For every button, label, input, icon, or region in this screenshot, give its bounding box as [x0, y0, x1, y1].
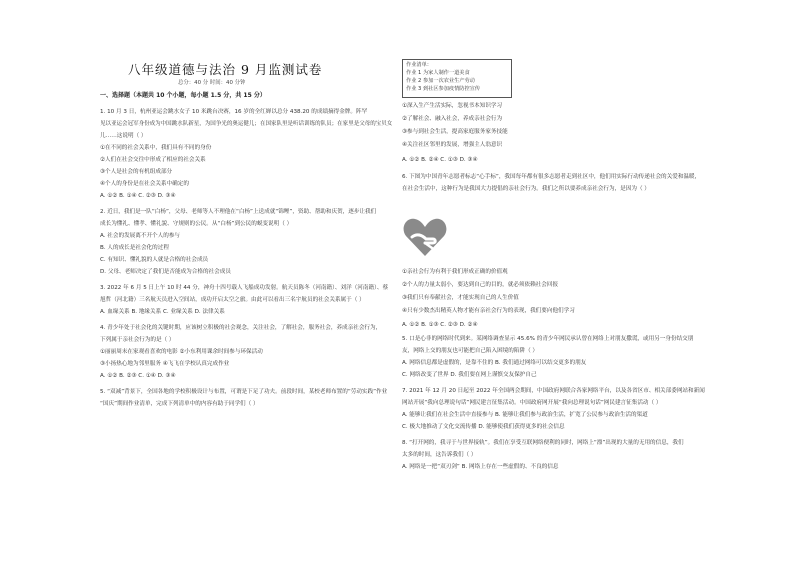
- question-text: 2. 近日，我们是一队“白杨”，父母、老师等人不理他在“白杨”上送成就“锦鲤”，资助、帮助和庆贺，逐步让我们: [100, 209, 377, 215]
- exam-info: 总分：40 分 时间：40 分钟: [178, 80, 246, 86]
- statement: ③参与到社会生活，提高家庭服务家务技能: [402, 129, 508, 135]
- question-text: 下列属于亲社会行为的是（ ）: [100, 337, 175, 343]
- statement: ①深入生产生活实际，忽视书本知识学习: [402, 103, 503, 109]
- page-title: 八年级道德与法治 9 月监测试卷: [128, 62, 323, 77]
- statement: ③小扬热心地为邻里服务 ④飞飞在学校认真完成作业: [100, 361, 230, 367]
- answer-options: A. 网络是一把“双刃剑” B. 网络上存在一些虚假的、不良的信息: [402, 464, 559, 470]
- volunteer-heart-hand-icon: [402, 214, 448, 260]
- answer-options: A. ①② B. ②④ C. ①③ D. ③④: [402, 157, 478, 163]
- question-text: 3. 2022 年 6 月 5 日上午 10 时 44 分，神舟十四号载人飞船成功发射。航天员陈冬（河南籍）、刘洋（河南籍）、蔡: [100, 285, 389, 291]
- statement: ②人们在社会交往中形成了相应的社会关系: [100, 157, 206, 163]
- answer-options: C. 网络改变了世界 D. 我们要在网上谨慎交友保护自己: [402, 372, 537, 378]
- homework-item: 作业 3 到社区参加疫情防控宣传: [406, 86, 481, 92]
- statement: ③我们只有奉献社会，才能实现自己的人生价值: [402, 295, 519, 301]
- answer-options: A. 能够让我们在社会生活中直接参与 B. 能够让我们参与政治生活，扩宽了公民参与政治生活的渠道: [402, 412, 648, 418]
- question-text: 见以亚运会冠军身份成为中国跳水队新星，为国争光的奥运健儿；在国家队里是听话训练的队员；在家里是父母的宝贝女: [100, 121, 393, 127]
- question-text: 网站开展“我向总理说句话”网民建言征集活动。中国政府网开展“我向总理说句话”网民建言征集活动（ ）: [402, 400, 662, 406]
- question-text: “国庆”期间作业清单，完成下列清单中的内容有助于同学们（ ）: [100, 401, 259, 407]
- statement: ①丽丽周末在家观看喜欢的电影 ②小东利用课余时间参与环保活动: [100, 349, 263, 355]
- question-text: 在社会生活中，这种行为是我国大力提倡的亲社会行为。我们之所以要养成亲社会行为，是因为（ ）: [402, 186, 650, 192]
- answer-options: A. 血缘关系 B. 地缘关系 C. 业缘关系 D. 法律关系: [100, 309, 225, 315]
- question-text: 4. 青少年处于社会化的关键时期，应该树立积极的社会观念，关注社会，了解社会，服务社会，养成亲社会行为，: [100, 325, 382, 331]
- answer-option: D. 父母、老师决定了我们是否能成为合格的社会成员: [100, 269, 231, 275]
- statement: ④关注社区邻里的发展，增强主人翁意识: [402, 142, 503, 148]
- question-text: 7. 2021 年 12 月 20 日起至 2022 年全国两会期间，中国政府网联合各家网络平台，以及各省区市、相关部委网站和新闻: [402, 388, 705, 394]
- homework-list-title: 作业清单：: [406, 62, 432, 68]
- answer-options: A. ①② B. ①④ C. ②③ D. ③④: [100, 193, 176, 199]
- answer-options: C. 极大地推动了文化交流传播 D. 能够使我们获得更多的社会信息: [402, 424, 565, 430]
- homework-list-box: [402, 59, 512, 98]
- statement: ①亲社会行为有利于我们形成正确的价值观: [402, 269, 508, 275]
- statement: ④只有少数杰出精英人物才能有亲社会行为的表现，我们要向他们学习: [402, 308, 575, 314]
- answer-option: C. 有知识、懂礼貌的人就是合格的社会成员: [100, 257, 209, 263]
- statement: ①在不同的社会关系中，我们具有不同的身份: [100, 145, 212, 151]
- statement: ②了解社会、融入社会，养成亲社会行为: [402, 116, 503, 122]
- question-text: 友，网络上交的朋友也可能把自己陷入困境的陷阱（ ）: [402, 348, 539, 354]
- statement: ②个人的力量太弱小，要达到自己的目的，就必须依赖社会回报: [402, 282, 559, 288]
- statement: ③个人是社会的有机组成部分: [100, 169, 173, 175]
- question-text: 成长为懂礼、懂孝、懂礼貌、守规则的公民。从“白杨”到公民的蜕变说明（ ）: [100, 221, 293, 227]
- question-text: 6. 下图为中国青年志愿者标志“心手标”，我国每年都有很多志愿者走到社区中，他们用实际行动传递社会的关爱和温暖，: [402, 174, 701, 180]
- answer-options: A. ①② B. ①③ C. ②③ D. ②④: [402, 322, 478, 328]
- question-text: 太多的时间，这告诉我们（ ）: [402, 452, 477, 458]
- section-heading: 一、选择题（本题共 10 个小题，每小题 1.5 分，共 15 分）: [100, 92, 266, 99]
- answer-options: A. 网络信息都是虚假的，是靠不住的 B. 我们通过网络可以结交更多的朋友: [402, 360, 587, 366]
- question-text: 儿……这说明（ ）: [100, 133, 147, 139]
- homework-item: 作业 1 为家人制作一道美食: [406, 70, 470, 76]
- question-text: 5. 口是心非的网络时代到来。某网络调查显示 45.6% 的青少年网民承认曾在网络上对朋友撒谎，或用另一身份结交朋: [402, 336, 694, 342]
- question-text: 1. 10 月 3 日，杭州亚运会跳水女子 10 米跳台决赛，16 岁的全红婵以总分 438.20 的成绩摘得金牌。阵罕: [100, 109, 368, 115]
- answer-option: B. 人的成长是社会化的过程: [100, 245, 169, 251]
- question-text: 8. “打开网的，我寻于与世界接轨”。我们在享受互联网络便利的同时，网络上“漂”出现的大量的无用的信息，我们: [402, 440, 684, 446]
- statement: ④个人的身份是在社会关系中确定的: [100, 181, 189, 187]
- homework-item: 作业 2 参加一次农业生产劳动: [406, 78, 475, 84]
- question-text: 旭哲（河北籍）三名航天员进入空间站，成功开启太空之旅。由此可以看出三名宇航员的社会关系属于（ ）: [100, 297, 365, 303]
- answer-options: A. ①② B. ②③ C. ①④ D. ③④: [100, 373, 176, 379]
- answer-option: A. 社会的发展离不开个人的参与: [100, 233, 181, 239]
- question-text: 5. “双减”背景下，全国各地的学校积极设计与布置，可谓是下足了功夫。前段时间，某校老师布置的“劳动实践”作业: [100, 389, 388, 395]
